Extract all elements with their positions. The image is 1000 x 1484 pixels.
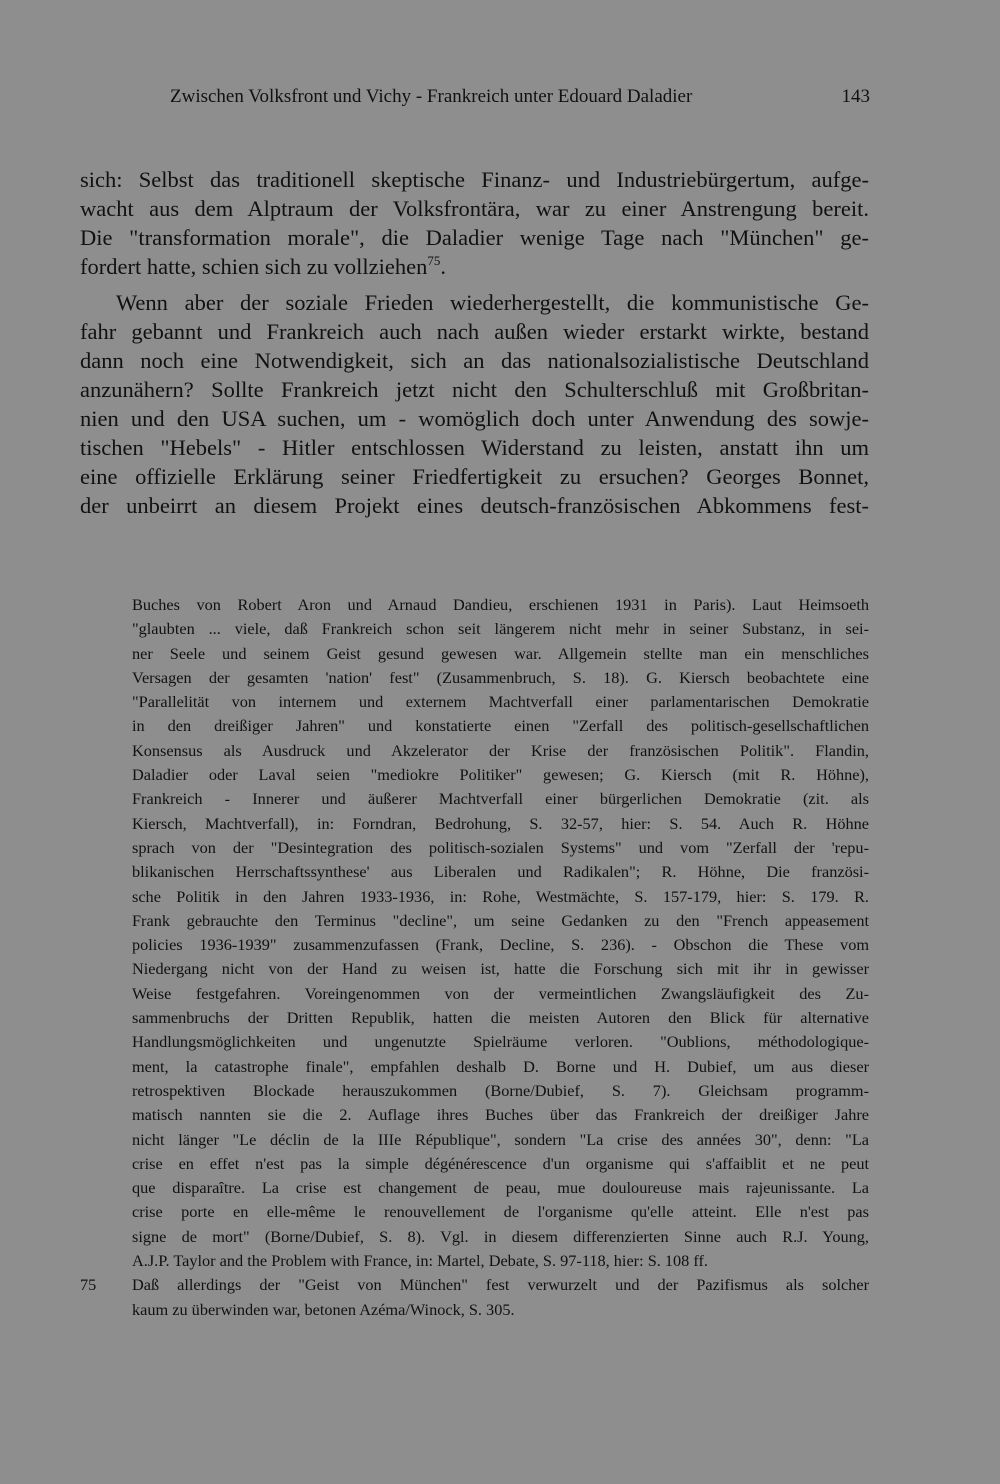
text-line: eine offizielle Erklärung seiner Friedfertigkeit zu ersuchen? Georges Bonnet, (80, 464, 869, 489)
footnote-line: blikanischen Herrschaftssynthese' aus Liberalen und Radikalen"; R. Höhne, Die französi- (132, 862, 869, 882)
text-line: Wenn aber der soziale Frieden wiederhergestellt, die kommunistische Ge- (116, 290, 869, 315)
footnote-line: sprach von der "Desintegration des politisch-sozialen Systems" und vom "Zerfall der 'repu- (132, 837, 869, 857)
text-fragment: fordert hatte, schien sich zu vollziehen (80, 254, 428, 279)
footnote-line: ner Seele und seinem Geist gesund gewesen war. Allgemein stellte man ein menschliches (132, 643, 869, 663)
paragraph-1 (80, 165, 869, 281)
text-line: fahr gebannt und Frankreich auch nach außen wieder erstarkt wirkte, bestand (80, 319, 869, 344)
footnote-line: Frankreich - Innerer und äußerer Machtverfall einer bürgerlichen Demokratie (zit. als (132, 789, 869, 809)
footnote-line: Daladier oder Laval seien "mediokre Politiker" gewesen; G. Kiersch (mit R. Höhne), (132, 765, 869, 785)
text-line: nien und den USA suchen, um - womöglich doch unter Anwendung des sowje- (80, 406, 869, 431)
text-line: sich: Selbst das traditionell skeptische Finanz- und Industriebürgertum, aufge- (80, 167, 869, 192)
footnote-line: signe de mort" (Borne/Dubief, S. 8). Vgl. in diesem differenzierten Sinne auch R.J. Young, (132, 1226, 869, 1246)
footnote-line: "glaubten ... viele, daß Frankreich schon seit längerem nicht mehr in seiner Substanz, in sei- (132, 619, 869, 639)
footnote-line: A.J.P. Taylor and the Problem with France, in: Martel, Debate, S. 97-118, hier: S. 108 ff. (132, 1251, 709, 1271)
footnote-line: Versagen der gesamten 'nation' fest" (Zusammenbruch, S. 18). G. Kiersch beobachtete eine (132, 667, 869, 687)
text-fragment: . (440, 254, 446, 279)
footnote-number: 75 (80, 1275, 97, 1295)
footnotes (80, 593, 869, 1322)
footnote-line: in den dreißiger Jahren" und konstatierte einen "Zerfall des politisch-gesellschaftlichen (132, 716, 869, 736)
text-line (80, 252, 869, 281)
footnote-line: matisch nannten sie die 2. Auflage ihres Buches über das Frankreich der dreißiger Jahre (132, 1105, 869, 1125)
text-line: tischen "Hebels" - Hitler entschlossen Widerstand zu leisten, anstatt ihn um (80, 435, 869, 460)
footnote-line: Handlungsmöglichkeiten und ungenutzte Spielräume verloren. "Oublions, méthodologique- (132, 1032, 869, 1052)
text-line: wacht aus dem Alptraum der Volksfrontära, war zu einer Anstrengung bereit. (80, 196, 869, 221)
footnote-line: crise en effet n'est pas la simple dégénérescence d'un organisme qui s'affaiblit et ne peut (132, 1153, 869, 1173)
text-line: Die "transformation morale", die Daladier wenige Tage nach "München" ge- (80, 225, 869, 250)
footnote-line: "Parallelität von internem und externem Machtverfall einer parlamentarischen Demokratie (132, 692, 869, 712)
text-line: anzunähern? Sollte Frankreich jetzt nicht den Schulterschluß mit Großbritan- (80, 377, 869, 402)
footnote-line: Weise festgefahren. Voreingenommen von der vermeintlichen Zwangsläufigkeit des Zu- (132, 983, 869, 1003)
footnote-line: Niedergang nicht von der Hand zu weisen ist, hatte die Forschung sich mit ihr in gewisser (132, 959, 869, 979)
paragraph-2 (80, 288, 869, 520)
footnote-line: Buches von Robert Aron und Arnaud Dandieu, erschienen 1931 in Paris). Laut Heimsoeth (132, 595, 869, 614)
running-title: Zwischen Volksfront und Vichy - Frankreich unter Edouard Daladier (170, 86, 693, 107)
footnote-reference: 75 (427, 253, 441, 268)
footnote-line: ment, la catastrophe finale", empfahlen deshalb D. Borne und H. Dubief, um aus dieser (132, 1056, 869, 1076)
footnote-line: Kiersch, Machtverfall), in: Forndran, Bedrohung, S. 32-57, hier: S. 54. Auch R. Höhne (132, 813, 869, 833)
footnote-line: sammenbruchs der Dritten Republik, hatten die meisten Autoren den Blick für alternative (132, 1008, 869, 1028)
footnote-continued (80, 593, 869, 1273)
footnote-line: crise porte en elle-même le renouvellement de l'organisme qu'elle atteint. Elle n'est pas (132, 1202, 869, 1222)
footnote-line: Frank gebrauchte den Terminus "decline", um seine Gedanken zu den "French appeasement (132, 910, 869, 930)
footnote-line: que disparaître. La crise est changement de peau, mue douloureuse mais rajeunissante. La (132, 1178, 869, 1198)
page-number: 143 (841, 86, 870, 107)
footnote-line: policies 1936-1939" zusammenzufassen (Frank, Decline, S. 236). - Obschon die These vom (132, 935, 869, 955)
footnote-line: kaum zu überwinden war, betonen Azéma/Winock, S. 305. (132, 1299, 515, 1319)
footnote-line: retrospektiven Blockade herauszukommen (Borne/Dubief, S. 7). Gleichsam programm- (132, 1080, 869, 1100)
footnote-line: sche Politik in den Jahren 1933-1936, in: Rohe, Westmächte, S. 157-179, hier: S. 179. R. (132, 886, 869, 906)
footnote-line: nicht länger "Le déclin de la IIIe République", sondern "La crise des années 30", denn: "La (132, 1129, 869, 1149)
text-line: der unbeirrt an diesem Projekt eines deutsch-französischen Abkommens fest- (80, 493, 869, 518)
footnote-line: Konsensus als Ausdruck und Akzelerator der Krise der französischen Politik". Flandin, (132, 740, 869, 760)
footnote-75 (80, 1273, 869, 1322)
footnote-line: Daß allerdings der "Geist von München" fest verwurzelt und der Pazifismus als solcher (132, 1275, 869, 1295)
text-line: dann noch eine Notwendigkeit, sich an das nationalsozialistische Deutschland (80, 348, 869, 373)
